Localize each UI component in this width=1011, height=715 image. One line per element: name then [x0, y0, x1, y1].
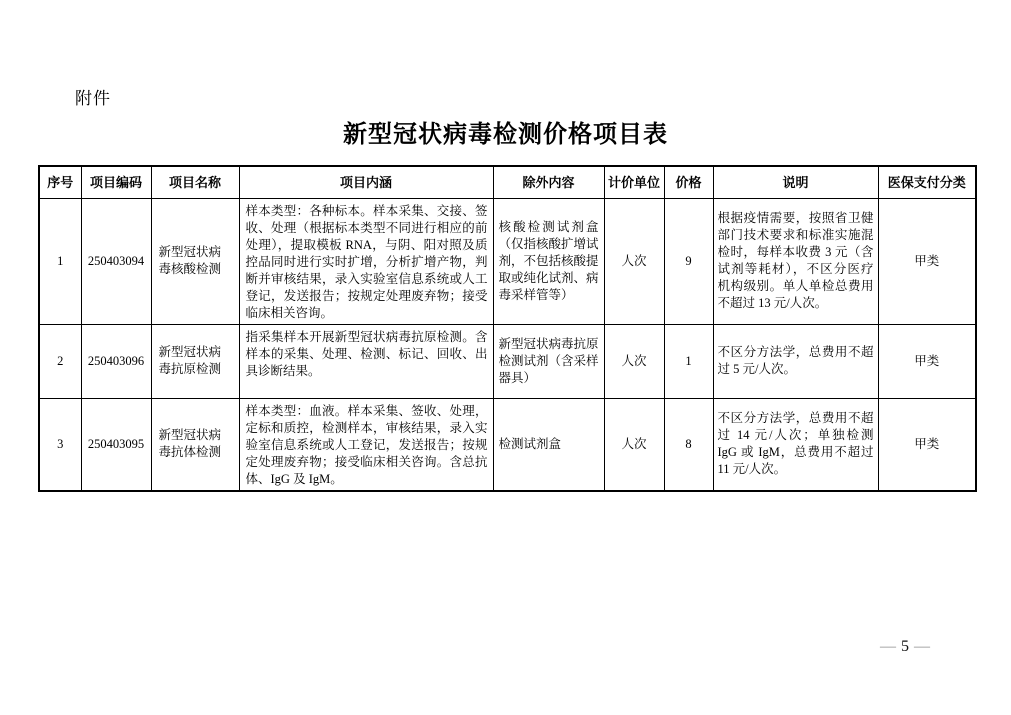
col-header-content: 项目内涵: [239, 166, 493, 198]
page-number-dash-left: —: [880, 638, 897, 655]
cell-name: 新型冠状病毒核酸检测: [151, 198, 239, 324]
cell-insurance: 甲类: [878, 324, 976, 398]
cell-insurance: 甲类: [878, 198, 976, 324]
cell-excluded: 检测试剂盒: [493, 398, 604, 491]
cell-note: 根据疫情需要，按照省卫健部门技术要求和标准实施混检时，每样本收费 3 元（含试剂等耗材），不区分医疗机构级别。单人单检总费用不超过 13 元/人次。: [713, 198, 878, 324]
table-row: [39, 198, 976, 324]
cell-price: 1: [664, 324, 713, 398]
cell-excluded: 核酸检测试剂盒（仅指核酸扩增试剂，不包括核酸提取或纯化试剂、病毒采样管等）: [493, 198, 604, 324]
cell-excluded: 新型冠状病毒抗原检测试剂（含采样器具）: [493, 324, 604, 398]
col-header-price: 价格: [664, 166, 713, 198]
table-header-row: [39, 166, 976, 198]
cell-insurance: 甲类: [878, 398, 976, 491]
cell-price: 8: [664, 398, 713, 491]
cell-unit: 人次: [604, 324, 664, 398]
col-header-unit: 计价单位: [604, 166, 664, 198]
col-header-code: 项目编码: [81, 166, 151, 198]
col-header-note: 说明: [713, 166, 878, 198]
col-header-seq: 序号: [39, 166, 81, 198]
page-number-value: 5: [901, 638, 910, 655]
page-number-dash-right: —: [914, 638, 931, 655]
table-row: [39, 324, 976, 398]
cell-content: 样本类型：血液。样本采集、签收、处理，定标和质控，检测样本，审核结果，录入实验室信息系统或人工登记，发送报告；按规定处理废弃物；接受临床相关咨询。含总抗体、IgG 及 IgM。: [239, 398, 493, 491]
cell-code: 250403094: [81, 198, 151, 324]
cell-content: 指采集样本开展新型冠状病毒抗原检测。含样本的采集、处理、检测、标记、回收、出具诊断结果。: [239, 324, 493, 398]
cell-seq: 3: [39, 398, 81, 491]
col-header-excluded: 除外内容: [493, 166, 604, 198]
cell-name: 新型冠状病毒抗原检测: [151, 324, 239, 398]
cell-content: 样本类型：各种标本。样本采集、交接、签收、处理（根据标本类型不同进行相应的前处理），提取模板 RNA，与阴、阳对照及质控品同时进行实时扩增，分析扩增产物，判断并审核结果，录入实验室信息系统或人工登记，发送报告；按规定处理废弃物；接受临床相关咨询。: [239, 198, 493, 324]
page-number: [880, 638, 931, 656]
cell-seq: 2: [39, 324, 81, 398]
price-table: [38, 165, 977, 492]
table-row: [39, 398, 976, 491]
col-header-name: 项目名称: [151, 166, 239, 198]
cell-unit: 人次: [604, 198, 664, 324]
cell-code: 250403096: [81, 324, 151, 398]
cell-name: 新型冠状病毒抗体检测: [151, 398, 239, 491]
page-title: 新型冠状病毒检测价格项目表: [343, 122, 668, 148]
cell-unit: 人次: [604, 398, 664, 491]
cell-note: 不区分方法学，总费用不超过 14 元/人次；单独检测 IgG 或 IgM，总费用不超过 11 元/人次。: [713, 398, 878, 491]
cell-code: 250403095: [81, 398, 151, 491]
col-header-insurance: 医保支付分类: [878, 166, 976, 198]
cell-note: 不区分方法学，总费用不超过 5 元/人次。: [713, 324, 878, 398]
cell-price: 9: [664, 198, 713, 324]
attachment-label: 附件: [75, 89, 111, 108]
cell-seq: 1: [39, 198, 81, 324]
